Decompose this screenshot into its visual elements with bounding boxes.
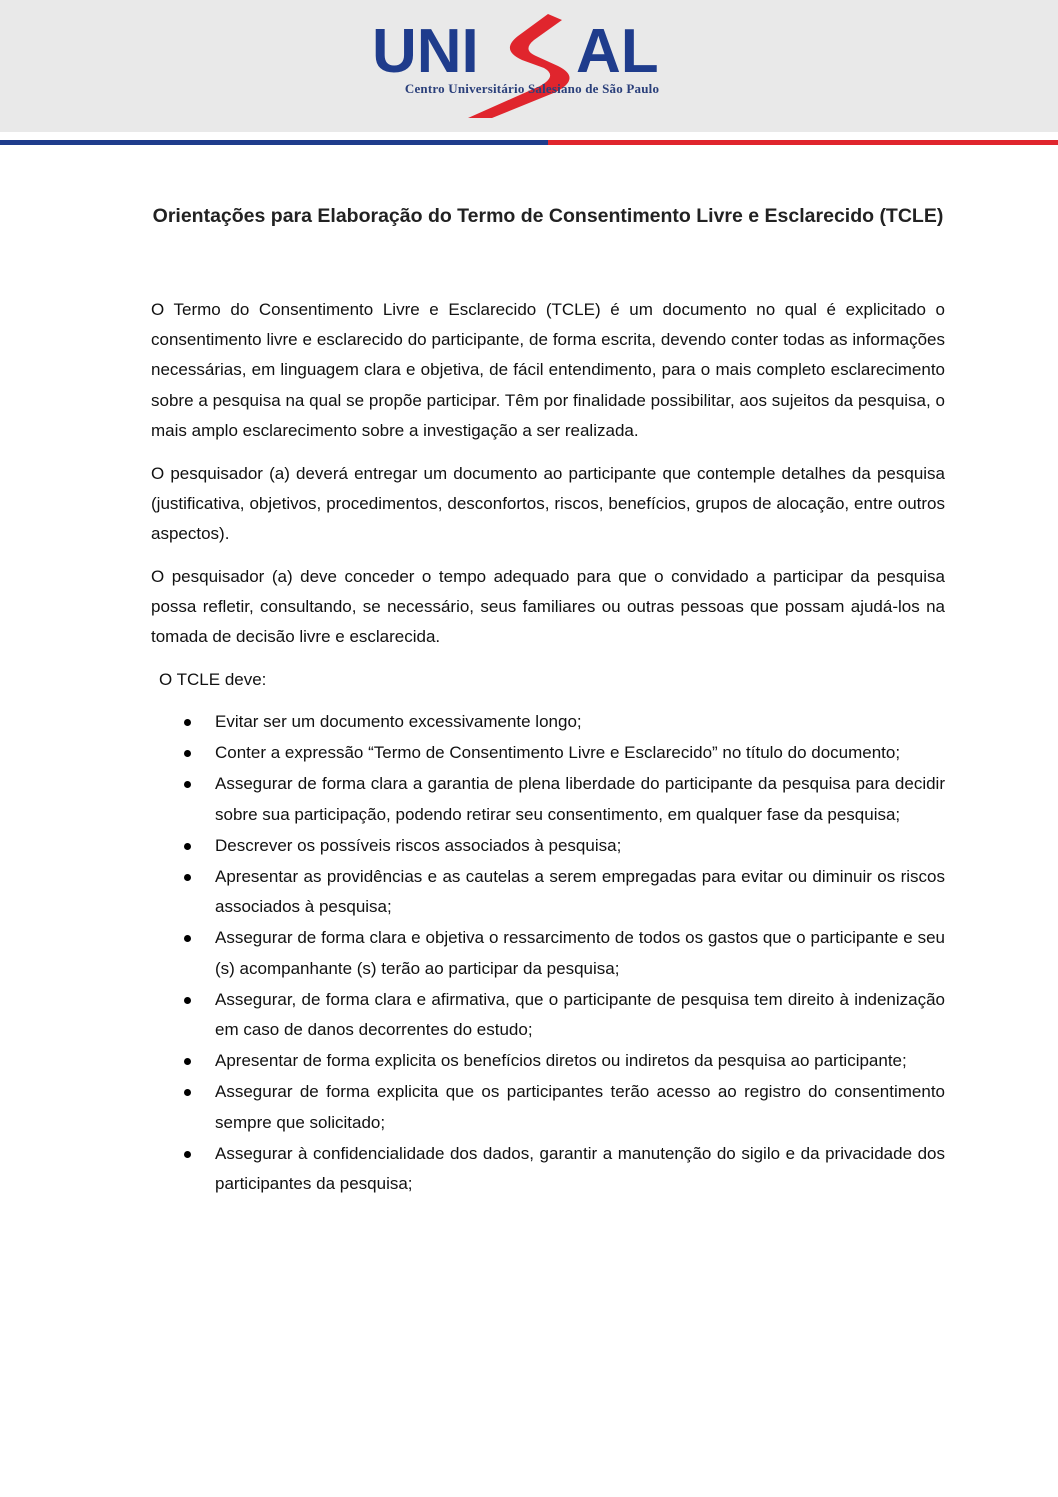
bullet-icon: [184, 874, 191, 881]
list-item: [151, 1139, 945, 1199]
list-item: [151, 831, 945, 861]
list-item-text: Evitar ser um documento excessivamente longo;: [215, 711, 582, 731]
bullet-icon: [184, 1151, 191, 1158]
list-item: [151, 862, 945, 922]
bullet-icon: [184, 935, 191, 942]
document-body: [151, 200, 945, 1200]
list-item-text: Assegurar, de forma clara e afirmativa, que o participante de pesquisa tem direito à indenização em caso de danos decorrentes do estudo;: [215, 989, 945, 1039]
logo-subtitle: Centro Universitário Salesiano de São Paulo: [404, 81, 660, 96]
list-item-text: Assegurar à confidencialidade dos dados, garantir a manutenção do sigilo e da privacidade dos participantes da pesquisa;: [215, 1143, 945, 1193]
logo-wordmark-left: UNI: [372, 17, 479, 86]
bullet-icon: [184, 1058, 191, 1065]
bullet-icon: [184, 997, 191, 1004]
list-item-text: Assegurar de forma clara a garantia de plena liberdade do participante da pesquisa para decidir sobre sua participação, podendo retirar seu consentimento, em qualquer fase da pesquisa;: [215, 774, 945, 824]
bullet-icon: [184, 750, 191, 757]
requirements-list: [151, 707, 945, 1199]
list-item-text: Descrever os possíveis riscos associados à pesquisa;: [215, 835, 622, 855]
list-item: [151, 1046, 945, 1076]
document-title: Orientações para Elaboração do Termo de Consentimento Livre e Esclarecido (TCLE): [152, 205, 944, 227]
list-item: [151, 769, 945, 829]
list-item-text: Assegurar de forma clara e objetiva o ressarcimento de todos os gastos que o participante e seu (s) acompanhante (s) terão ao participar da pesquisa;: [215, 928, 945, 978]
list-item-text: Apresentar as providências e as cautelas a serem empregadas para evitar ou diminuir os riscos associados à pesquisa;: [215, 866, 945, 917]
header-stripe-red: [548, 140, 1058, 145]
paragraph-1: O Termo do Consentimento Livre e Esclarecido (TCLE) é um documento no qual é explicitado o consentimento livre e esclarecido do participante, de forma escrita, devendo conter todas as informações necessárias, em linguagem clara e objetiva, de fácil entendimento, para o mais completo esclarecimento sobre a pesquisa na qual se propõe participar. Têm por finalidade possibilitar, aos sujeitos da pesquisa, o mais amplo esclarecimento sobre a investigação a ser realizada.: [151, 300, 945, 440]
logo-s-mark: [468, 14, 570, 118]
list-item-text: Assegurar de forma explicita que os participantes terão acesso ao registro do consentimento sempre que solicitado;: [215, 1082, 945, 1132]
bullet-icon: [184, 781, 191, 788]
list-item: [151, 923, 945, 983]
bullet-icon: [184, 1089, 191, 1096]
bullet-icon: [184, 719, 191, 726]
unisal-logo-graphic: [372, 6, 692, 122]
list-item: [151, 1077, 945, 1137]
bullet-icon: [184, 843, 191, 850]
paragraph-3: O pesquisador (a) deve conceder o tempo adequado para que o convidado a participar da pesquisa possa refletir, consultando, se necessário, seus familiares ou outras pessoas que possam ajudá-los na tomada de decisão livre e esclarecida.: [151, 566, 945, 647]
list-intro: O TCLE deve:: [159, 669, 267, 689]
header-stripe-blue: [0, 140, 548, 145]
page-header: [0, 0, 1058, 132]
list-item-text: Conter a expressão “Termo de Consentimento Livre e Esclarecido” no título do documento;: [215, 743, 901, 763]
list-item: [151, 738, 945, 768]
unisal-logo: [372, 6, 692, 122]
logo-wordmark-right: AL: [576, 17, 659, 86]
list-item: [151, 985, 945, 1045]
list-item-text: Apresentar de forma explicita os benefícios diretos ou indiretos da pesquisa ao participante;: [215, 1051, 907, 1071]
paragraph-2: O pesquisador (a) deverá entregar um documento ao participante que contemple detalhes da pesquisa (justificativa, objetivos, procedimentos, desconfortos, riscos, benefícios, grupos de alocação, entre outros aspectos).: [151, 463, 945, 543]
list-item: [151, 707, 945, 737]
